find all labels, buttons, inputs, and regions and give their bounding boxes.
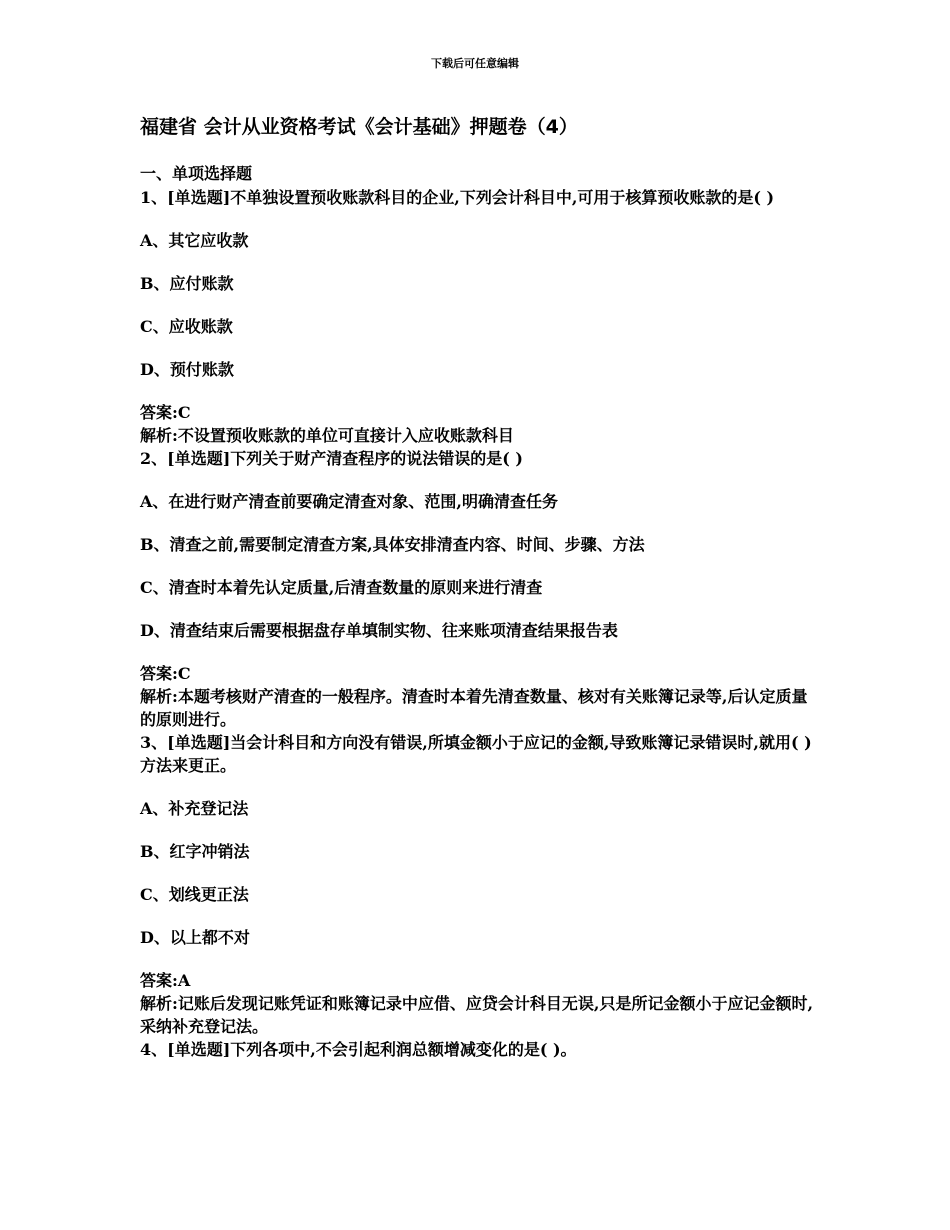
- page-title: 福建省 会计从业资格考试《会计基础》押题卷（4）: [140, 116, 578, 138]
- option-d: D、以上都不对: [140, 928, 250, 947]
- option-c: C、清查时本着先认定质量,后清查数量的原则来进行清查: [140, 578, 543, 597]
- answer: 答案:A: [140, 971, 191, 990]
- option-b: B、应付账款: [140, 274, 234, 293]
- option-a: A、补充登记法: [140, 799, 249, 818]
- question-stem: 3、[单选题]当会计科目和方向没有错误,所填金额小于应记的金额,导致账簿记录错误时,就用( )方法来更正。: [140, 733, 812, 775]
- option-c: C、应收账款: [140, 317, 233, 336]
- answer: 答案:C: [140, 664, 191, 683]
- option-b: B、红字冲销法: [140, 842, 250, 861]
- option-d: D、清查结束后需要根据盘存单填制实物、往来账项清查结果报告表: [140, 621, 618, 640]
- explanation: 解析:记账后发现记账凭证和账簿记录中应借、应贷会计科目无误,只是所记金额小于应记金额时,采纳补充登记法。: [140, 994, 814, 1036]
- explanation: 解析:不设置预收账款的单位可直接计入应收账款科目: [140, 426, 514, 445]
- explanation: 解析:本题考核财产清查的一般程序。清查时本着先清查数量、核对有关账簿记录等,后认定质量的原则进行。: [140, 687, 808, 729]
- question-block: [140, 731, 815, 1038]
- question-block: [140, 186, 815, 447]
- document-body: [140, 112, 815, 1061]
- question-stem: 1、[单选题]不单独设置预收账款科目的企业,下列会计科目中,可用于核算预收账款的是( ): [140, 188, 775, 207]
- answer: 答案:C: [140, 403, 191, 422]
- page-header: 下载后可任意编辑: [431, 57, 519, 70]
- option-b: B、清查之前,需要制定清查方案,具体安排清查内容、时间、步骤、方法: [140, 535, 645, 554]
- option-a: A、在进行财产清查前要确定清查对象、范围,明确清查任务: [140, 492, 558, 511]
- question-stem: 2、[单选题]下列关于财产清查程序的说法错误的是( ): [140, 449, 523, 468]
- question-block: [140, 447, 815, 731]
- question-stem: 4、[单选题]下列各项中,不会引起利润总额增减变化的是( )。: [140, 1040, 577, 1059]
- question-block: [140, 1038, 815, 1061]
- option-c: C、划线更正法: [140, 885, 249, 904]
- section-heading: 一、单项选择题: [140, 164, 253, 183]
- option-a: A、其它应收款: [140, 231, 249, 250]
- option-d: D、预付账款: [140, 360, 234, 379]
